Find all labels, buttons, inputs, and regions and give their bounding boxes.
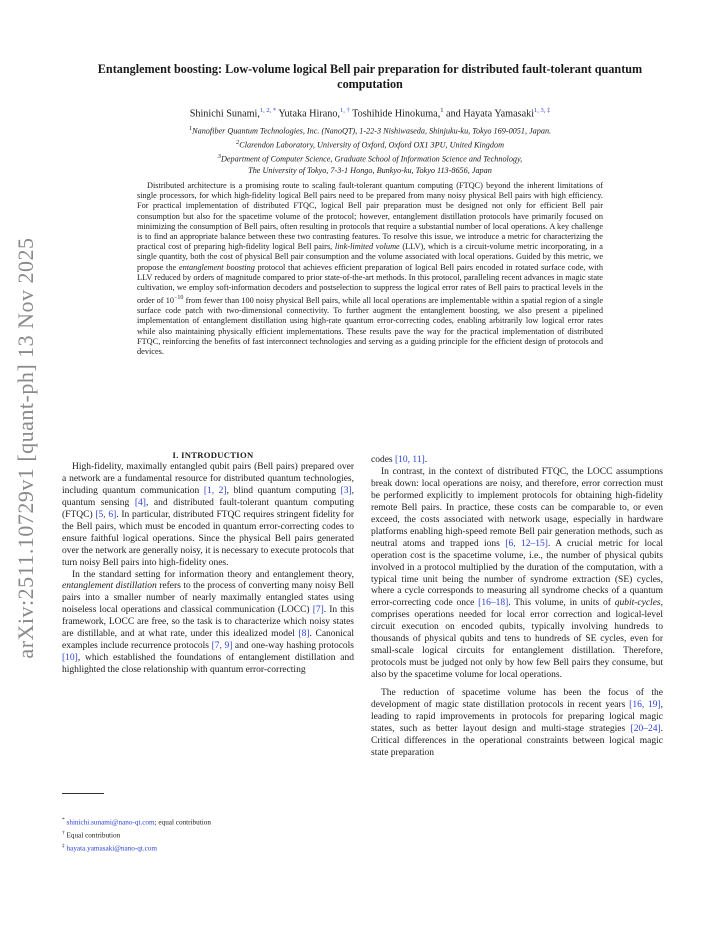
author-sup[interactable]: 1, 3, ‡: [534, 107, 551, 114]
email-link[interactable]: hayata.yamasaki@nano-qt.com: [66, 844, 157, 853]
abstract: Distributed architecture is a promising route to scaling fault-tolerant quantum computing (FTQC) beyond the inherent limitations of single processors, for which high-fidelity logical Bell pairs need to be prepared from many noisy physical Bell pairs with high efficiency. For practical implementation of distributed FTQC, logical Bell pair preparation must be designed not only for efficient Bell pair consumption but also for the spacetime volume of the protocol; however, entanglement distillation protocols have primarily focused on minimizing the consumption of Bell pairs, often resulting in protocols that require a substantial number of local operations. A key challenge is to find an appropriate balance between these two contrasting features. To resolve this issue, we introduce a metric for characterizing the practical cost of preparing high-fidelity logical Bell pairs, link-limited volume (LLV), which is a circuit-volume metric incorporating, in a single quantity, both the cost of physical Bell pair consumption and the volume associated with local operations. Guided by this metric, we propose the entanglement boosting protocol that achieves efficient preparation of logical Bell pairs encoded in rotated surface code, with LLV reduced by orders of magnitude compared to prior state-of-the-art methods. In this protocol, paralleling recent advances in magic state cultivation, we employ soft-information decoders and postselection to suppress the logical error rates of Bell pairs to practical levels in the order of $10^{-10}$ from fewer than 100 noisy physical Bell pairs, while all local operations are implementable within a spatial region of a single surface code patch with two-dimensional connectivity. To further augment the entanglement boosting, we also present a pipelined implementation of entanglement distillation using high-rate quantum error-correcting codes, enabling arbitrarily low logical error rates while also maintaining physically efficient implementations. These results pave the way for the practical implementation of distributed FTQC, reinforcing the benefits of fast interconnect technologies and serving as a guiding principle for the efficient design of protocols and devices.: [137, 181, 603, 357]
citation-link[interactable]: [1, 2]: [203, 485, 227, 496]
citation-link[interactable]: [10, 11]: [395, 455, 425, 465]
citation-link[interactable]: [4]: [134, 497, 146, 508]
citation-link[interactable]: [10]: [62, 653, 78, 664]
author-sup[interactable]: 1, 2, *: [259, 107, 277, 114]
citation-link[interactable]: [16, 19]: [629, 700, 661, 711]
author-sup[interactable]: 1, †: [339, 107, 350, 114]
footnote: ‡ hayata.yamasaki@nano-qt.com: [62, 842, 157, 853]
citation-link[interactable]: [6, 12–15]: [505, 538, 548, 549]
paper-title: Entanglement boosting: Low-volume logical Bell pair preparation for distributed fault-tolerant quantum computation: [97, 62, 643, 91]
continued-paragraph: codes [10, 11].: [371, 455, 428, 465]
author-name: Toshihide Hinokuma,: [352, 108, 441, 120]
footnote: † Equal contribution: [62, 829, 121, 840]
affiliation-line: $^1$Nanofiber Quantum Technologies, Inc. (NanoQT), 1-22-3 Nishiwaseda, Shinjuku-ku, Tokyo 169-0051, Japan.: [188, 125, 552, 136]
footnotes: [62, 815, 354, 854]
citation-link[interactable]: [16–18]: [478, 598, 509, 609]
footnote: * shinichi.sunami@nano-qt.com; equal contribution: [62, 817, 211, 827]
arxiv-stamp: [8, 0, 44, 932]
intro-paragraph-3: In contrast, in the context of distributed FTQC, the LOCC assumptions break down: local operations are noisy, and therefore, error correction must be performed explicitly to implement protocols for obtaining high-fidelity remote Bell pairs. In practice, these costs can be comparable to, or even exceed, the costs associated with network usage, especially in hardware platforms enabling high-speed remote Bell pair generation methods, such as neutral atoms and trapped ions [6, 12–15]. A crucial metric for local operation cost is the spacetime volume, i.e., the number of physical qubits involved in a protocol multiplied by the duration of the computation, with a typical time unit being the number of syndrome extraction (SE) cycles, where a cycle corresponds to measuring all syndrome checks of a quantum error-correcting code once [16–18]. This volume, in units of qubit-cycles, comprises operations needed for local error correction and logical-level circuit execution on encoded qubits, typically involving hundreds to thousands of physical qubits and tens to hundreds of SE cycles, even for small-scale logical circuits for entanglement distillation. Therefore, protocols must be judged not only by how few Bell pairs they consume, but also by the spacetime volume for local operations.: [371, 466, 664, 681]
citation-link[interactable]: [5, 6]: [95, 509, 117, 520]
author-list: [70, 107, 670, 119]
author-name: Shinichi Sunami,: [189, 108, 260, 120]
section-heading: I. INTRODUCTION: [172, 450, 254, 460]
email-link[interactable]: shinichi.sunami@nano-qt.com: [66, 818, 155, 827]
author-name: and Hayata Yamasaki: [446, 108, 535, 120]
right-column: [371, 455, 663, 760]
footnote-rule: [62, 793, 104, 794]
citation-link[interactable]: [7, 9]: [211, 641, 233, 652]
affiliation-line: The University of Tokyo, 7-3-1 Hongo, Bunkyo-ku, Tokyo 113-8656, Japan: [248, 165, 492, 175]
affiliations: [70, 123, 670, 176]
citation-link[interactable]: [7]: [312, 605, 324, 616]
left-column: [62, 450, 354, 677]
affiliation-line: $^3$Department of Computer Science, Graduate School of Information Science and Technology,: [217, 152, 523, 164]
author-name: Yutaka Hirano,: [278, 108, 340, 120]
citation-link[interactable]: [20–24]: [630, 723, 661, 734]
citation-link[interactable]: [3]: [340, 485, 352, 496]
intro-paragraph-1: High-fidelity, maximally entangled qubit pairs (Bell pairs) prepared over a network are a fundamental resource for distributed quantum technologies, including quantum communication [1, 2], blind quantum computing [3], quantum sensing [4], and distributed fault-tolerant quantum computing (FTQC) [5, 6]. In particular, distributed FTQC requires stringent fidelity for the Bell pairs, which must be encoded in quantum error-correcting codes to ensure faithful logical operations. Since the physical Bell pairs generated over the network are generally noisy, it is necessary to execute protocols that turn noisy Bell pairs into high-fidelity ones.: [62, 461, 355, 568]
citation-link[interactable]: [8]: [298, 629, 310, 640]
arxiv-stamp-text: arXiv:2511.10729v1 [quant-ph] 13 Nov 2025: [13, 237, 38, 659]
intro-paragraph-4: The reduction of spacetime volume has been the focus of the development of magic state distillation protocols in recent years [16, 19], leading to rapid improvements in protocols for preparing logical magic states, such as better layout design and multi-stage strategies [20–24]. Critical differences in the operational constraints between logical magic state preparation: [371, 688, 664, 758]
author-sup: 1: [440, 107, 444, 114]
affiliation-line: $^2$Clarendon Laboratory, University of Oxford, Oxford OX1 3PU, United Kingdom: [236, 138, 504, 150]
intro-paragraph-2: In the standard setting for information theory and entanglement theory, entanglement distillation refers to the process of converting many noisy Bell pairs into a smaller number of nearly maximally entangled states using noiseless local operations and classical communication (LOCC) [7]. In this framework, LOCC are free, so the task is to characterize which noisy states are distillable, and at what rate, under this idealized model [8]. Canonical examples include recurrence protocols [7, 9] and one-way hashing protocols [10], which established the foundations of entanglement distillation and highlighted the close relationship with quantum error-correcting: [62, 569, 355, 676]
